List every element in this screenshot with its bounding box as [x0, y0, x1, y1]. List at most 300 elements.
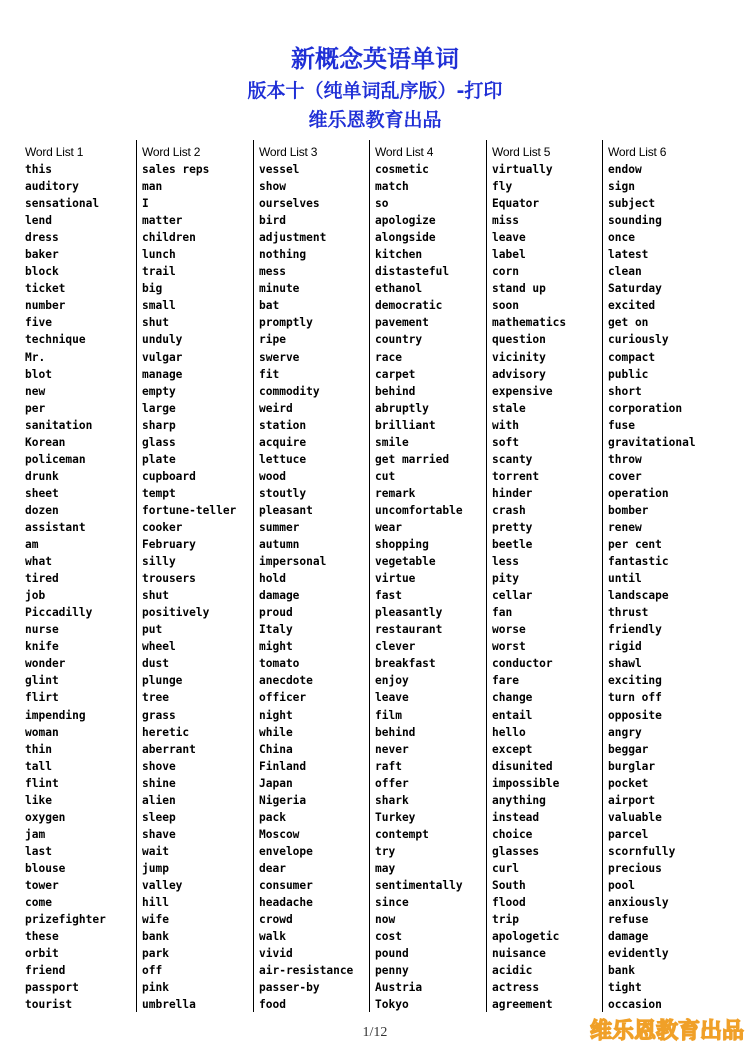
- vocabulary-word: sensational: [25, 197, 100, 211]
- vocabulary-word: excited: [608, 299, 656, 313]
- word-list-column-3: [259, 140, 367, 1012]
- vocabulary-word: lettuce: [259, 452, 307, 466]
- document-subtitle: 版本十（纯单词乱序版）-打印: [247, 80, 503, 102]
- vocabulary-word: Austria: [375, 981, 423, 995]
- vocabulary-word: burglar: [608, 759, 656, 773]
- vocabulary-word: scanty: [492, 452, 533, 466]
- vocabulary-word: disunited: [492, 759, 553, 773]
- vocabulary-word: minute: [259, 282, 300, 296]
- vocabulary-word: ticket: [25, 282, 66, 296]
- vocabulary-word: oxygen: [25, 810, 66, 824]
- vocabulary-word: fit: [259, 367, 280, 381]
- vocabulary-word: acidic: [492, 964, 533, 978]
- vocabulary-word: distasteful: [375, 265, 450, 279]
- vocabulary-word: bank: [608, 964, 635, 978]
- vocabulary-word: thin: [25, 742, 52, 756]
- vocabulary-word: anxiously: [608, 896, 669, 910]
- vocabulary-word: bird: [259, 214, 286, 228]
- vocabulary-word: remark: [375, 486, 416, 500]
- vocabulary-word: blouse: [25, 861, 66, 875]
- vocabulary-word: worse: [492, 623, 526, 637]
- vocabulary-word: question: [492, 333, 546, 347]
- vocabulary-word: Piccadilly: [25, 606, 93, 620]
- vocabulary-word: occasion: [608, 998, 662, 1012]
- word-list-column-1: [25, 140, 133, 1012]
- vocabulary-word: trip: [492, 913, 519, 927]
- vocabulary-word: February: [142, 538, 196, 552]
- vocabulary-word: passer-by: [259, 981, 320, 995]
- vocabulary-word: number: [25, 299, 66, 313]
- vocabulary-word: tight: [608, 981, 642, 995]
- vocabulary-word: drunk: [25, 469, 59, 483]
- vocabulary-word: prizefighter: [25, 913, 106, 927]
- vocabulary-word: vegetable: [375, 555, 436, 569]
- vocabulary-word: wheel: [142, 640, 176, 654]
- vocabulary-word: kitchen: [375, 248, 423, 262]
- vocabulary-word: alongside: [375, 231, 436, 245]
- word-list-heading: Word List 5: [492, 145, 551, 159]
- vocabulary-word: leave: [375, 691, 409, 705]
- vocabulary-word: compact: [608, 350, 656, 364]
- vocabulary-word: penny: [375, 964, 409, 978]
- vocabulary-word: shut: [142, 589, 169, 603]
- vocabulary-word: pink: [142, 981, 169, 995]
- vocabulary-word: corporation: [608, 401, 683, 415]
- vocabulary-word: country: [375, 333, 423, 347]
- vocabulary-word: contempt: [375, 827, 429, 841]
- word-list-column-6: [608, 140, 738, 1012]
- vocabulary-word: last: [25, 844, 52, 858]
- vocabulary-word: hold: [259, 572, 286, 586]
- vocabulary-word: new: [25, 384, 46, 398]
- vocabulary-word: shopping: [375, 538, 429, 552]
- vocabulary-word: bat: [259, 299, 280, 313]
- vocabulary-word: Mr.: [25, 350, 46, 364]
- vocabulary-word: summer: [259, 520, 300, 534]
- vocabulary-word: wood: [259, 469, 286, 483]
- vocabulary-word: fast: [375, 589, 402, 603]
- vocabulary-word: promptly: [259, 316, 313, 330]
- vocabulary-word: blot: [25, 367, 52, 381]
- vocabulary-word: pound: [375, 947, 409, 961]
- vocabulary-word: shove: [142, 759, 176, 773]
- vocabulary-word: unduly: [142, 333, 183, 347]
- vocabulary-word: sharp: [142, 418, 176, 432]
- vocabulary-word: stoutly: [259, 486, 307, 500]
- word-list-heading: Word List 1: [25, 145, 84, 159]
- document-title: 新概念英语单词: [291, 45, 459, 73]
- vocabulary-word: race: [375, 350, 402, 364]
- vocabulary-word: friendly: [608, 623, 662, 637]
- vocabulary-word: hinder: [492, 486, 533, 500]
- vocabulary-word: children: [142, 231, 196, 245]
- vocabulary-word: alien: [142, 793, 176, 807]
- word-list: [608, 161, 696, 1013]
- vocabulary-word: small: [142, 299, 176, 313]
- vocabulary-word: five: [25, 316, 52, 330]
- word-list: [492, 161, 566, 1013]
- vocabulary-word: ripe: [259, 333, 286, 347]
- vocabulary-word: landscape: [608, 589, 669, 603]
- vocabulary-word: shut: [142, 316, 169, 330]
- vocabulary-word: exciting: [608, 674, 662, 688]
- vocabulary-word: airport: [608, 793, 656, 807]
- vocabulary-word: China: [259, 742, 293, 756]
- vocabulary-word: auditory: [25, 180, 79, 194]
- vocabulary-word: fly: [492, 180, 513, 194]
- vocabulary-word: change: [492, 691, 533, 705]
- vocabulary-word: soft: [492, 435, 519, 449]
- vocabulary-word: tired: [25, 572, 59, 586]
- vocabulary-word: wear: [375, 520, 402, 534]
- vocabulary-word: Tokyo: [375, 998, 409, 1012]
- vocabulary-word: parcel: [608, 827, 649, 841]
- vocabulary-word: enjoy: [375, 674, 409, 688]
- vocabulary-word: glass: [142, 435, 176, 449]
- vocabulary-word: job: [25, 589, 46, 603]
- vocabulary-word: conductor: [492, 657, 553, 671]
- vocabulary-word: endow: [608, 163, 642, 176]
- vocabulary-word: wait: [142, 844, 169, 858]
- vocabulary-word: miss: [492, 214, 519, 228]
- vocabulary-word: rigid: [608, 640, 642, 654]
- vocabulary-word: shine: [142, 776, 176, 790]
- vocabulary-word: pavement: [375, 316, 429, 330]
- vocabulary-word: sleep: [142, 810, 176, 824]
- vocabulary-word: silly: [142, 555, 176, 569]
- vocabulary-word: assistant: [25, 520, 86, 534]
- vocabulary-word: South: [492, 878, 526, 892]
- vocabulary-word: soon: [492, 299, 519, 313]
- vocabulary-word: these: [25, 930, 59, 944]
- vocabulary-word: vicinity: [492, 350, 546, 364]
- vocabulary-word: valley: [142, 878, 183, 892]
- vocabulary-word: damage: [608, 930, 649, 944]
- vocabulary-word: tree: [142, 691, 169, 705]
- vocabulary-word: Equator: [492, 197, 540, 211]
- vocabulary-word: vivid: [259, 947, 293, 961]
- vocabulary-word: pleasant: [259, 503, 313, 517]
- vocabulary-word: subject: [608, 197, 656, 211]
- vocabulary-word: mathematics: [492, 316, 567, 330]
- vocabulary-word: while: [259, 725, 293, 739]
- vocabulary-word: hill: [142, 896, 169, 910]
- vocabulary-word: sentimentally: [375, 878, 463, 892]
- vocabulary-word: Finland: [259, 759, 307, 773]
- vocabulary-word: orbit: [25, 947, 59, 961]
- vocabulary-word: instead: [492, 810, 540, 824]
- vocabulary-word: stale: [492, 401, 526, 415]
- vocabulary-word: damage: [259, 589, 300, 603]
- vocabulary-word: thrust: [608, 606, 649, 620]
- vocabulary-word: Korean: [25, 435, 66, 449]
- word-list-heading: Word List 3: [259, 145, 318, 159]
- vocabulary-word: officer: [259, 691, 307, 705]
- vocabulary-word: renew: [608, 520, 642, 534]
- vocabulary-word: evidently: [608, 947, 669, 961]
- vocabulary-word: tall: [25, 759, 52, 773]
- vocabulary-word: torrent: [492, 469, 540, 483]
- vocabulary-word: plunge: [142, 674, 183, 688]
- vocabulary-word: jump: [142, 861, 169, 875]
- vocabulary-word: wonder: [25, 657, 66, 671]
- vocabulary-word: friend: [25, 964, 66, 978]
- publisher-line: 维乐恩教育出品: [308, 109, 442, 131]
- vocabulary-word: with: [492, 418, 519, 432]
- vocabulary-word: cover: [608, 469, 642, 483]
- vocabulary-word: shark: [375, 793, 409, 807]
- vocabulary-word: behind: [375, 725, 416, 739]
- vocabulary-word: actress: [492, 981, 540, 995]
- vocabulary-word: station: [259, 418, 307, 432]
- vocabulary-word: Turkey: [375, 810, 416, 824]
- vocabulary-word: off: [142, 964, 163, 978]
- vocabulary-word: latest: [608, 248, 649, 262]
- vocabulary-word: food: [259, 998, 286, 1012]
- vocabulary-word: since: [375, 896, 409, 910]
- vocabulary-word: fortune-teller: [142, 503, 237, 517]
- vocabulary-word: cooker: [142, 520, 183, 534]
- vocabulary-word: put: [142, 623, 163, 637]
- vocabulary-word: Moscow: [259, 827, 300, 841]
- vocabulary-word: empty: [142, 384, 176, 398]
- word-list-heading: Word List 2: [142, 145, 201, 159]
- vocabulary-word: man: [142, 180, 163, 194]
- word-list-columns: [0, 140, 750, 1012]
- vocabulary-word: crash: [492, 503, 526, 517]
- vocabulary-word: adjustment: [259, 231, 327, 245]
- word-list-column-5: [492, 140, 600, 1012]
- vocabulary-word: sheet: [25, 486, 59, 500]
- vocabulary-word: anything: [492, 793, 546, 807]
- vocabulary-word: dear: [259, 861, 286, 875]
- vocabulary-word: raft: [375, 759, 402, 773]
- vocabulary-word: impending: [25, 708, 86, 722]
- vocabulary-word: night: [259, 708, 293, 722]
- vocabulary-word: weird: [259, 401, 293, 415]
- vocabulary-word: democratic: [375, 299, 443, 313]
- vocabulary-word: consumer: [259, 878, 313, 892]
- vocabulary-word: may: [375, 861, 396, 875]
- vocabulary-word: less: [492, 555, 519, 569]
- vocabulary-word: gravitational: [608, 435, 696, 449]
- vocabulary-word: cellar: [492, 589, 533, 603]
- vocabulary-word: get on: [608, 316, 649, 330]
- word-list-heading: Word List 6: [608, 145, 667, 159]
- vocabulary-word: proud: [259, 606, 293, 620]
- vocabulary-word: entail: [492, 708, 533, 722]
- vocabulary-word: am: [25, 538, 39, 552]
- vocabulary-word: sounding: [608, 214, 662, 228]
- vocabulary-word: dress: [25, 231, 59, 245]
- column-divider: [253, 140, 254, 1012]
- vocabulary-word: tomato: [259, 657, 300, 671]
- vocabulary-word: virtue: [375, 572, 416, 586]
- vocabulary-word: vulgar: [142, 350, 183, 364]
- vocabulary-word: worst: [492, 640, 526, 654]
- vocabulary-word: uncomfortable: [375, 503, 463, 517]
- vocabulary-word: behind: [375, 384, 416, 398]
- vocabulary-word: fuse: [608, 418, 635, 432]
- vocabulary-word: technique: [25, 333, 86, 347]
- word-list: [142, 161, 236, 1013]
- vocabulary-word: flint: [25, 776, 59, 790]
- vocabulary-word: corn: [492, 265, 519, 279]
- vocabulary-word: swerve: [259, 350, 300, 364]
- vocabulary-word: positively: [142, 606, 210, 620]
- vocabulary-word: nurse: [25, 623, 59, 637]
- vocabulary-word: advisory: [492, 367, 546, 381]
- vocabulary-word: pity: [492, 572, 519, 586]
- vocabulary-word: public: [608, 367, 649, 381]
- vocabulary-word: virtually: [492, 163, 553, 176]
- page-number: 1/12: [362, 1025, 388, 1040]
- vocabulary-word: this: [25, 163, 52, 176]
- vocabulary-word: bomber: [608, 503, 649, 517]
- vocabulary-word: brilliant: [375, 418, 436, 432]
- vocabulary-word: Japan: [259, 776, 293, 790]
- column-divider: [136, 140, 137, 1012]
- vocabulary-word: envelope: [259, 844, 313, 858]
- vocabulary-word: heretic: [142, 725, 190, 739]
- vocabulary-word: pleasantly: [375, 606, 443, 620]
- vocabulary-word: match: [375, 180, 409, 194]
- vocabulary-word: baker: [25, 248, 59, 262]
- vocabulary-word: Italy: [259, 623, 293, 637]
- vocabulary-word: manage: [142, 367, 183, 381]
- word-list-heading: Word List 4: [375, 145, 434, 159]
- vocabulary-word: curiously: [608, 333, 669, 347]
- vocabulary-word: stand up: [492, 282, 546, 296]
- vocabulary-word: now: [375, 913, 396, 927]
- vocabulary-word: cupboard: [142, 469, 196, 483]
- vocabulary-word: acquire: [259, 435, 307, 449]
- column-divider: [369, 140, 370, 1012]
- vocabulary-word: anecdote: [259, 674, 313, 688]
- vocabulary-word: clean: [608, 265, 642, 279]
- vocabulary-word: apologize: [375, 214, 436, 228]
- vocabulary-word: knife: [25, 640, 59, 654]
- vocabulary-word: valuable: [608, 810, 662, 824]
- vocabulary-word: restaurant: [375, 623, 443, 637]
- vocabulary-word: pool: [608, 878, 635, 892]
- vocabulary-word: fare: [492, 674, 519, 688]
- vocabulary-word: pocket: [608, 776, 649, 790]
- vocabulary-word: bank: [142, 930, 169, 944]
- vocabulary-word: carpet: [375, 367, 416, 381]
- vocabulary-word: headache: [259, 896, 313, 910]
- vocabulary-word: Saturday: [608, 282, 662, 296]
- vocabulary-word: film: [375, 708, 402, 722]
- vocabulary-word: so: [375, 197, 389, 211]
- vocabulary-word: clever: [375, 640, 416, 654]
- column-divider: [602, 140, 603, 1012]
- word-list-column-4: [375, 140, 483, 1012]
- vocabulary-word: except: [492, 742, 533, 756]
- vocabulary-word: offer: [375, 776, 409, 790]
- vocabulary-word: dozen: [25, 503, 59, 517]
- vocabulary-word: fan: [492, 606, 513, 620]
- vocabulary-word: refuse: [608, 913, 649, 927]
- vocabulary-word: scornfully: [608, 844, 676, 858]
- vocabulary-word: hello: [492, 725, 526, 739]
- vocabulary-word: park: [142, 947, 169, 961]
- vocabulary-word: smile: [375, 435, 409, 449]
- vocabulary-word: dust: [142, 657, 169, 671]
- vocabulary-word: sanitation: [25, 418, 93, 432]
- vocabulary-word: might: [259, 640, 293, 654]
- vocabulary-word: cosmetic: [375, 163, 429, 176]
- vocabulary-word: beetle: [492, 538, 533, 552]
- vocabulary-word: lend: [25, 214, 52, 228]
- vocabulary-word: sales reps: [142, 163, 210, 176]
- vocabulary-word: label: [492, 248, 526, 262]
- vocabulary-word: big: [142, 282, 163, 296]
- vocabulary-word: cut: [375, 469, 396, 483]
- vocabulary-word: curl: [492, 861, 519, 875]
- vocabulary-word: I: [142, 197, 149, 211]
- vocabulary-word: expensive: [492, 384, 553, 398]
- vocabulary-word: apologetic: [492, 930, 560, 944]
- vocabulary-word: plate: [142, 452, 176, 466]
- vocabulary-word: try: [375, 844, 396, 858]
- vocabulary-word: umbrella: [142, 998, 196, 1012]
- vocabulary-word: woman: [25, 725, 59, 739]
- vocabulary-word: large: [142, 401, 176, 415]
- vocabulary-word: commodity: [259, 384, 320, 398]
- vocabulary-word: impersonal: [259, 555, 327, 569]
- vocabulary-word: until: [608, 572, 642, 586]
- vocabulary-word: operation: [608, 486, 669, 500]
- vocabulary-word: grass: [142, 708, 176, 722]
- vocabulary-word: ethanol: [375, 282, 423, 296]
- vocabulary-word: never: [375, 742, 409, 756]
- vocabulary-word: pretty: [492, 520, 533, 534]
- vocabulary-word: shave: [142, 827, 176, 841]
- vocabulary-word: nothing: [259, 248, 307, 262]
- vocabulary-word: policeman: [25, 452, 86, 466]
- vocabulary-word: opposite: [608, 708, 662, 722]
- vocabulary-word: per: [25, 401, 46, 415]
- vocabulary-word: walk: [259, 930, 286, 944]
- vocabulary-word: tower: [25, 878, 59, 892]
- vocabulary-word: passport: [25, 981, 79, 995]
- vocabulary-word: ourselves: [259, 197, 320, 211]
- publisher-watermark: 维乐恩教育出品: [589, 1019, 744, 1044]
- vocabulary-word: matter: [142, 214, 183, 228]
- vocabulary-word: aberrant: [142, 742, 196, 756]
- vocabulary-word: short: [608, 384, 642, 398]
- vocabulary-word: choice: [492, 827, 533, 841]
- vocabulary-word: come: [25, 896, 52, 910]
- vocabulary-word: flood: [492, 896, 526, 910]
- vocabulary-word: tourist: [25, 998, 73, 1012]
- vocabulary-word: leave: [492, 231, 526, 245]
- vocabulary-word: agreement: [492, 998, 553, 1012]
- word-list: [259, 161, 353, 1013]
- vocabulary-word: nuisance: [492, 947, 546, 961]
- vocabulary-word: mess: [259, 265, 286, 279]
- vocabulary-word: vessel: [259, 163, 300, 176]
- vocabulary-word: abruptly: [375, 401, 429, 415]
- vocabulary-word: once: [608, 231, 635, 245]
- word-list-column-2: [142, 140, 250, 1012]
- vocabulary-word: throw: [608, 452, 642, 466]
- vocabulary-word: trail: [142, 265, 176, 279]
- vocabulary-word: shawl: [608, 657, 642, 671]
- vocabulary-word: cost: [375, 930, 402, 944]
- word-list: [375, 161, 463, 1013]
